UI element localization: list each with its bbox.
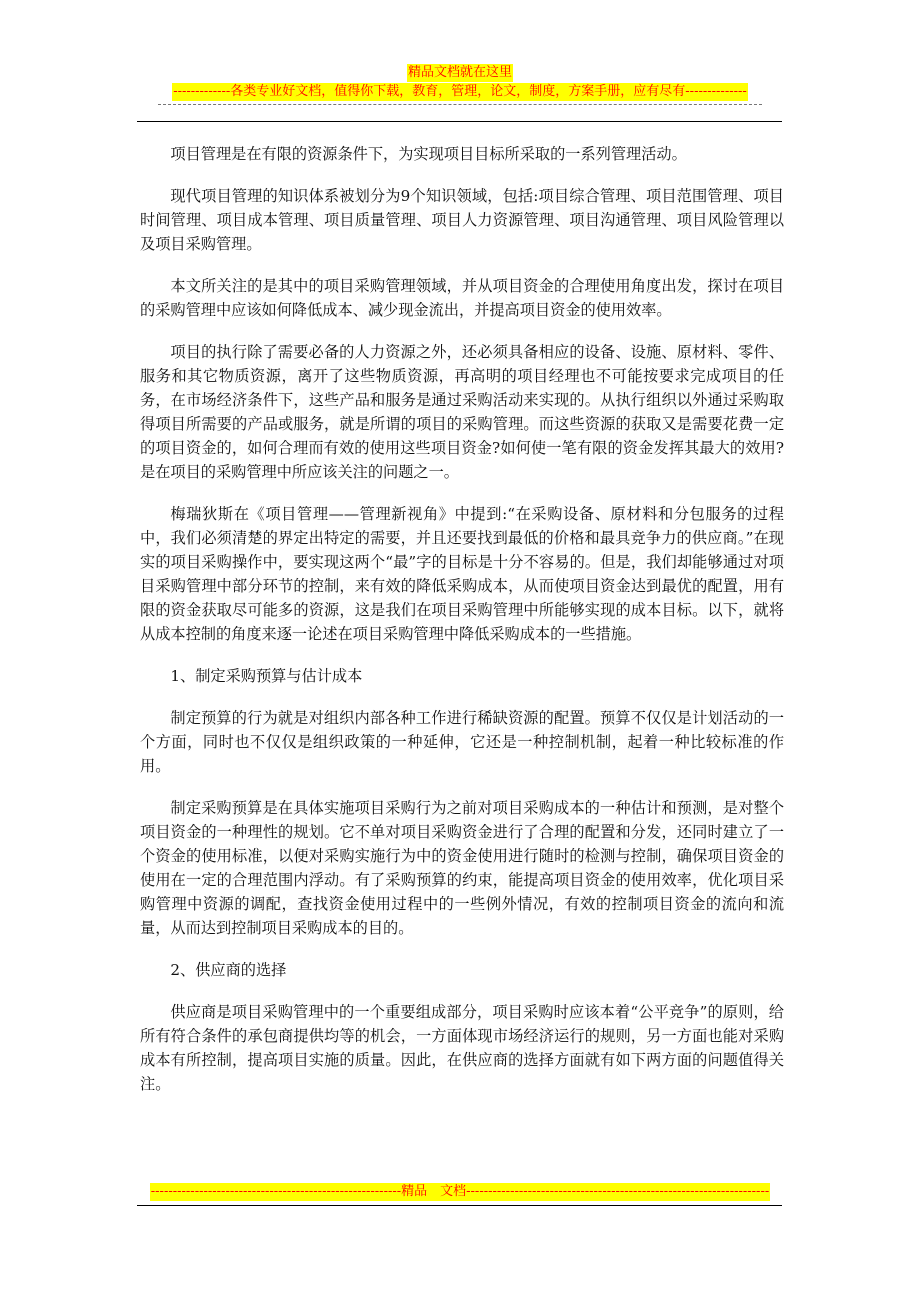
paragraph: 制定采购预算是在具体实施项目采购行为之前对项目采购成本的一种估计和预测，是对整个项目资金的一种理性的规划。它不单对项目采购资金进行了合理的配置和分发，还同时建立了一个资金的使用标准，以便对采购实施行为中的资金使用进行随时的检测与控制，确保项目资金的使用在一定的合理范围内浮动。有了采购预算的约束，能提高项目资金的使用效率，优化项目采购管理中资源的调配，查找资金使用过程中的一些例外情况，有效的控制项目资金的流向和流量，从而达到控制项目采购成本的目的。: [140, 799, 784, 937]
document-body: [140, 142, 784, 1114]
header-title: 精品文档就在这里: [407, 65, 512, 80]
page-header: [0, 64, 920, 101]
header-dashed-divider: [158, 104, 762, 105]
header-rule: [137, 121, 782, 122]
footer-rule: [137, 1205, 782, 1206]
section-heading: 1、制定采购预算与估计成本: [170, 667, 363, 685]
paragraph: 梅瑞狄斯在《项目管理——管理新视角》中提到:“在采购设备、原材料和分包服务的过程中，我们必须清楚的界定出特定的需要，并且还要找到最低的价格和最具竞争力的供应商。”在现实的项目采购操作中，要实现这两个“最”字的目标是十分不容易的。但是，我们却能够通过对项目采购管理中部分环节的控制，来有效的降低采购成本，从而使项目资金达到最优的配置，用有限的资金获取尽可能多的资源，这是我们在项目采购管理中所能够实现的成本目标。以下，就将从成本控制的角度来逐一论述在项目采购管理中降低采购成本的一些措施。: [140, 505, 784, 643]
paragraph: 制定预算的行为就是对组织内部各种工作进行稀缺资源的配置。预算不仅仅是计划活动的一个方面，同时也不仅仅是组织政策的一种延伸，它还是一种控制机制，起着一种比较标准的作用。: [140, 709, 784, 775]
page-footer: [0, 1183, 920, 1201]
paragraph: 项目管理是在有限的资源条件下，为实现项目目标所采取的一系列管理活动。: [170, 145, 687, 163]
section-heading: 2、供应商的选择: [170, 961, 287, 979]
paragraph: 供应商是项目采购管理中的一个重要组成部分，项目采购时应该本着“公平竞争”的原则，给所有符合条件的承包商提供均等的机会，一方面体现市场经济运行的规则，另一方面也能对采购成本有所控制，提高项目实施的质量。因此，在供应商的选择方面就有如下两方面的问题值得关注。: [140, 1003, 784, 1093]
paragraph: 现代项目管理的知识体系被划分为9个知识领域，包括:项目综合管理、项目范围管理、项目时间管理、项目成本管理、项目质量管理、项目人力资源管理、项目沟通管理、项目风险管理以及项目采购管理。: [140, 187, 784, 253]
paragraph: 项目的执行除了需要必备的人力资源之外，还必须具备相应的设备、设施、原材料、零件、服务和其它物质资源，离开了这些物质资源，再高明的项目经理也不可能按要求完成项目的任务，在市场经济条件下，这些产品和服务是通过采购活动来实现的。从执行组织以外通过采购取得项目所需要的产品或服务，就是所谓的项目的采购管理。而这些资源的获取又是需要花费一定的项目资金的，如何合理而有效的使用这些项目资金?如何使一笔有限的资金发挥其最大的效用?是在项目的采购管理中所应该关注的问题之一。: [140, 343, 784, 481]
footer-text: ---------------------------------------------------------精品 文档---------------------------------------------------------------------: [150, 1184, 770, 1199]
header-subtitle: -------------各类专业好文档，值得你下载，教育，管理，论文，制度，方案手册，应有尽有--------------: [173, 84, 747, 99]
paragraph: 本文所关注的是其中的项目采购管理领域，并从项目资金的合理使用角度出发，探讨在项目的采购管理中应该如何降低成本、减少现金流出，并提高项目资金的使用效率。: [140, 277, 784, 319]
